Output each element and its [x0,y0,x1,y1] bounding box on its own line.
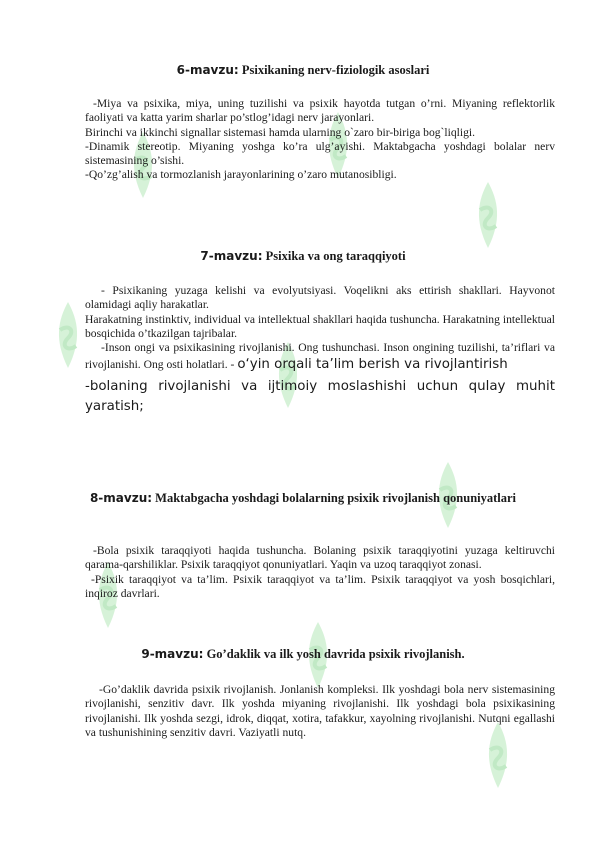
section-body [85,544,555,601]
topic-title: Psixikaning nerv-fiziologik asoslari [241,63,430,77]
topic-title: Psixika va ong taraqqiyoti [265,249,406,263]
topic-title: Maktabgacha yoshdagi bolalarning psixik rivojlanish qonuniyatlari [155,491,517,505]
paragraph: -Psixik taraqqiyot va ta’lim. Psixik taraqqiyot va ta’lim. Psixik taraqqiyot va yosh bosqichlari, inqiroz davrlari. [85,572,555,600]
paragraph: Harakatning instinktiv, individual va intellektual shakllari haqida tushuncha. Harakatning intellektual bosqichida o’tkazilgan tajribalar. [85,312,555,340]
section-heading [85,62,521,79]
paragraph: -Go’daklik davrida psixik rivojlanish. Jonlanish kompleksi. Ilk yoshdagi bola nerv sistemasining rivojlanishi, senzitiv davr. Ilk yoshda miyaning rivojlanishi. Ilk yoshdagi bola psixikasining rivojlanishi. Ilk yoshda sezgi, idrok, diqqat, xotira, tafakkur, xayolning rivojlanishi. Nutqni egallashi va tushunishining senzitiv davri. Vaziyatli nutq. [85,683,555,739]
section-body [85,97,555,183]
section-body [85,284,555,417]
section-body [85,683,555,740]
paragraph: - Psixikaning yuzaga kelishi va evolyutsiyasi. Voqelikni aks ettirish shakllari. Hayvonot olamidagi aqliy harakatlar. [85,284,555,312]
topic-number: 6-mavzu: [176,63,239,77]
topic-title: Go’daklik va ilk yosh davrida psixik rivojlanish. [206,647,465,661]
paragraph-text: -Inson ongi va psixikasining rivojlanishi. Ong tushunchasi. Inson ongining tuzilishi, ta’riflari va rivojlanishi. Ong osti holatlari. - [85,341,555,372]
paragraph [85,341,555,375]
paragraph: -Dinamik stereotip. Miyaning yoshga ko’ra ulg’ayishi. Maktabgacha yoshdagi bolalar nerv sistemasining o’sishi. [85,139,555,168]
topic-number: 9-mavzu: [141,647,204,661]
section-heading [85,490,521,507]
paragraph: -Qo’zg’alish va tormozlanish jarayonlarining o’zaro mutanosibligi. [85,168,397,182]
topic-number: 8-mavzu: [89,491,153,505]
topic-number: 7-mavzu: [200,249,263,263]
section-heading [85,248,521,265]
section-heading [85,646,521,663]
paragraph: Birinchi va ikkinchi signallar sistemasi hamda ularning o`zaro bir-biriga bog`liqligi. [85,125,475,139]
paragraph: -bolaning rivojlanishi va ijtimoiy moslashishi uchun qulay muhit yaratish; [85,379,555,415]
paragraph: -Bola psixik taraqqiyoti haqida tushuncha. Bolaning psixik taraqqiyotini yuzaga keltiruvchi qarama-qarshiliklar. Psixik taraqqiyot qonuniyatlari. Yaqin va uzoq taraqqiyot zonasi. [85,544,555,572]
paragraph: -Miya va psixika, miya, uning tuzilishi va psixik hayotda tutgan o’rni. Miyaning reflektorlik faoliyati va katta yarim sharlar po’stlog’idagi nerv jarayonlari. [85,97,555,125]
sans-inline-text: o‘yin orqali ta’lim berish va rivojlantirish [237,357,508,373]
